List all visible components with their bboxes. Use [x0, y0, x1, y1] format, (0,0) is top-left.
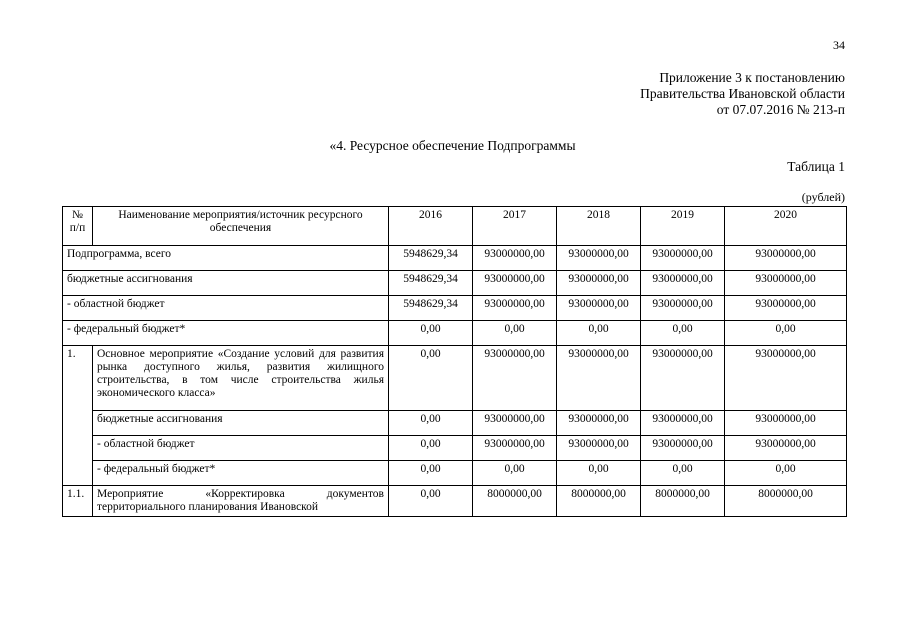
cell-value: 0,00: [725, 461, 847, 486]
table-row: [63, 246, 847, 271]
table-row: [63, 296, 847, 321]
resource-table: [62, 206, 847, 517]
cell-value: 93000000,00: [725, 346, 847, 411]
cell-value: 93000000,00: [641, 411, 725, 436]
cell-value: 93000000,00: [641, 246, 725, 271]
header-name: Наименование мероприятия/источник ресурсного обеспечения: [93, 207, 389, 246]
row-label: - федеральный бюджет*: [93, 461, 389, 486]
cell-value: 0,00: [389, 321, 473, 346]
annex-line-3: от 07.07.2016 № 213-п: [716, 102, 845, 117]
header-year: 2020: [725, 207, 847, 246]
cell-value: 93000000,00: [557, 246, 641, 271]
cell-value: 5948629,34: [389, 271, 473, 296]
section-title: «4. Ресурсное обеспечение Подпрограммы: [329, 138, 576, 153]
cell-value: 8000000,00: [557, 486, 641, 517]
cell-value: 93000000,00: [557, 436, 641, 461]
row-label: - федеральный бюджет*: [63, 321, 389, 346]
cell-value: 5948629,34: [389, 246, 473, 271]
row-label: бюджетные ассигнования: [63, 271, 389, 296]
cell-value: 93000000,00: [557, 346, 641, 411]
row-label: - областной бюджет: [93, 436, 389, 461]
cell-value: 93000000,00: [473, 436, 557, 461]
row-label: Подпрограмма, всего: [63, 246, 389, 271]
cell-value: 93000000,00: [473, 246, 557, 271]
row-label: - областной бюджет: [63, 296, 389, 321]
cell-value: 93000000,00: [641, 296, 725, 321]
table-row: [63, 436, 847, 461]
cell-value: 93000000,00: [557, 296, 641, 321]
cell-value: 93000000,00: [473, 271, 557, 296]
page-number: 34: [833, 38, 845, 52]
cell-value: 0,00: [473, 321, 557, 346]
row-label: Мероприятие «Корректировка документов территориального планирования Ивановской: [93, 486, 389, 517]
table-row: [63, 271, 847, 296]
cell-value: 93000000,00: [725, 246, 847, 271]
cell-value: 0,00: [389, 436, 473, 461]
table-row: [63, 411, 847, 436]
row-index: 1.1.: [63, 486, 93, 517]
cell-value: 93000000,00: [473, 346, 557, 411]
cell-value: 0,00: [557, 321, 641, 346]
cell-value: 8000000,00: [725, 486, 847, 517]
table-row: [63, 321, 847, 346]
header-year: 2017: [473, 207, 557, 246]
cell-value: 93000000,00: [725, 296, 847, 321]
cell-value: 0,00: [641, 461, 725, 486]
cell-value: 8000000,00: [473, 486, 557, 517]
cell-value: 93000000,00: [725, 411, 847, 436]
header-year: 2018: [557, 207, 641, 246]
annex-line-2: Правительства Ивановской области: [640, 86, 845, 101]
cell-value: 0,00: [725, 321, 847, 346]
cell-value: 0,00: [389, 346, 473, 411]
cell-value: 93000000,00: [557, 411, 641, 436]
row-label: Основное мероприятие «Создание условий для развития рынка доступного жилья, развития жилищного строительства, в том числе строительства жилья экономического класса»: [93, 346, 389, 411]
table-row: [63, 486, 847, 517]
cell-value: 93000000,00: [725, 271, 847, 296]
table-header-row: [63, 207, 847, 246]
row-label: бюджетные ассигнования: [93, 411, 389, 436]
annex-heading: [640, 70, 845, 118]
cell-value: 0,00: [389, 486, 473, 517]
cell-value: 93000000,00: [473, 296, 557, 321]
cell-value: 0,00: [389, 461, 473, 486]
cell-value: 93000000,00: [641, 271, 725, 296]
cell-value: 93000000,00: [473, 411, 557, 436]
cell-value: 0,00: [473, 461, 557, 486]
cell-value: 93000000,00: [641, 436, 725, 461]
row-index: 1.: [63, 346, 93, 486]
cell-value: 8000000,00: [641, 486, 725, 517]
cell-value: 5948629,34: [389, 296, 473, 321]
table-label: Таблица 1: [787, 159, 845, 174]
cell-value: 93000000,00: [557, 271, 641, 296]
cell-value: 0,00: [389, 411, 473, 436]
annex-line-1: Приложение 3 к постановлению: [659, 70, 845, 85]
header-year: 2016: [389, 207, 473, 246]
header-year: 2019: [641, 207, 725, 246]
units-label: (рублей): [801, 190, 845, 204]
table-row: [63, 461, 847, 486]
cell-value: 0,00: [641, 321, 725, 346]
cell-value: 93000000,00: [725, 436, 847, 461]
cell-value: 0,00: [557, 461, 641, 486]
cell-value: 93000000,00: [641, 346, 725, 411]
table-row: [63, 346, 847, 411]
header-num: № п/п: [63, 207, 93, 246]
